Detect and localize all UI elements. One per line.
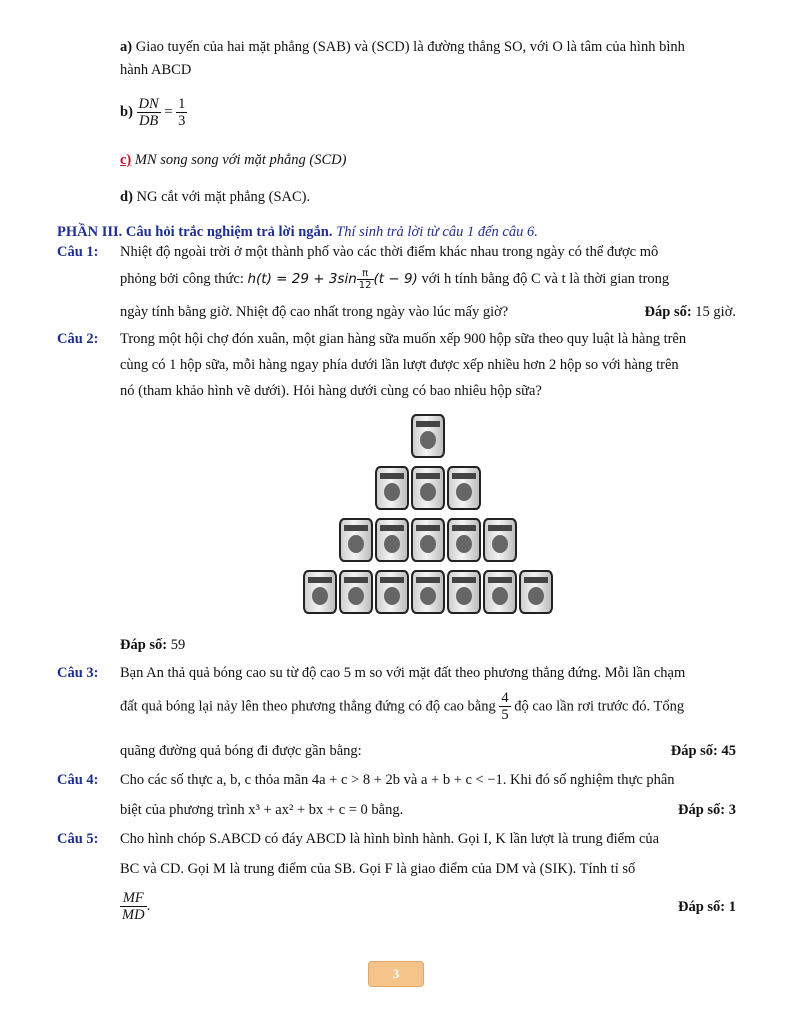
page-number: 3 xyxy=(368,961,424,987)
q1-formula: h(t) = 29 + 3sin $\frac{\pi}{12}$ (t − 9) xyxy=(247,267,418,291)
milk-can xyxy=(375,570,409,614)
item-d xyxy=(120,188,310,206)
q5-line2: BC và CD. Gọi M là trung điểm của SB. Gọi F là giao điểm của DM và (SIK). Tính tỉ số xyxy=(120,861,636,877)
q2-label: Câu 2: xyxy=(57,331,99,347)
q1-line3: ngày tính bằng giờ. Nhiệt độ cao nhất trong ngày vào lúc mấy giờ? xyxy=(120,304,509,320)
item-a-cont: hành ABCD xyxy=(120,62,192,78)
q2-line1: Trong một hội chợ đón xuân, một gian hàng sữa muốn xếp 900 hộp sữa theo quy luật là hàng trên xyxy=(120,331,687,347)
q3-line1: Bạn An thả quả bóng cao su từ độ cao 5 m so với mặt đất theo phương thẳng đứng. Mỗi lần chạm xyxy=(120,665,686,681)
milk-can-pyramid-figure xyxy=(284,410,572,626)
q5-fraction: $\frac{MF}{MD}$ . xyxy=(122,890,151,923)
q3-fraction: $\frac{4}{5}$ xyxy=(501,690,509,723)
part3-heading: PHẦN III. Câu hỏi trắc nghiệm trả lời ngắn. Thí sinh trả lời từ câu 1 đến câu 6. xyxy=(57,224,538,240)
item-c-label: c) xyxy=(120,152,132,168)
q4-answer: Đáp số: 3 xyxy=(677,802,736,818)
q1-line1: Nhiệt độ ngoài trời ở một thành phố vào các thời điểm khác nhau trong ngày có thể được mô xyxy=(120,244,659,260)
q5-label: Câu 5: xyxy=(57,831,99,847)
q5-answer: Đáp số: 1 xyxy=(677,899,736,915)
q4-label: Câu 4: xyxy=(57,772,99,788)
q1-label: Câu 1: xyxy=(57,244,99,260)
milk-can xyxy=(411,414,445,458)
milk-can xyxy=(483,570,517,614)
q3-label: Câu 3: xyxy=(57,665,99,681)
milk-can xyxy=(519,570,553,614)
item-a-label: a) xyxy=(120,39,133,55)
milk-can xyxy=(447,466,481,510)
item-b: b) $\frac{DN}{DB}$ = $\frac{1}{3}$ xyxy=(120,96,186,129)
item-a xyxy=(120,38,685,56)
item-d-text: NG cắt với mặt phẳng (SAC). xyxy=(136,189,311,205)
milk-can xyxy=(339,570,373,614)
q3-answer: Đáp số: 45 xyxy=(670,743,736,759)
q3-line3: quãng đường quả bóng đi được gần bằng: xyxy=(120,743,362,759)
milk-can xyxy=(411,466,445,510)
milk-can xyxy=(303,570,337,614)
milk-can xyxy=(375,518,409,562)
q1-answer: Đáp số: 15 giờ. xyxy=(644,304,736,320)
item-b-rhs: $\frac{1}{3}$ xyxy=(178,96,186,129)
part3-subheading: Thí sinh trả lời từ câu 1 đến câu 6. xyxy=(336,224,538,240)
item-c-text: MN song song với mặt phẳng (SCD) xyxy=(134,152,347,168)
item-a-text: Giao tuyến của hai mặt phẳng (SAB) và (SCD) là đường thẳng SO, với O là tâm của hình bình xyxy=(135,39,685,55)
item-b-lhs: $\frac{DN}{DB}$ xyxy=(138,96,159,129)
q2-line2: cùng có 1 hộp sữa, mỗi hàng ngay phía dưới lần lượt được xếp nhiều hơn 2 hộp so với hàng trên xyxy=(120,357,679,373)
milk-can xyxy=(411,518,445,562)
q4-line1: Cho các số thực a, b, c thỏa mãn 4a + c > 8 + 2b và a + b + c < −1. Khi đó số nghiệm thực phân xyxy=(120,772,675,788)
milk-can xyxy=(339,518,373,562)
milk-can xyxy=(375,466,409,510)
q2-line3: nó (tham khảo hình vẽ dưới). Hỏi hàng dưới cùng có bao nhiêu hộp sữa? xyxy=(120,383,542,399)
q2-answer: Đáp số: 59 xyxy=(120,637,186,653)
item-c xyxy=(120,151,346,169)
milk-can xyxy=(447,570,481,614)
milk-can xyxy=(411,570,445,614)
q3-line2: đất quả bóng lại nảy lên theo phương thẳng đứng có độ cao bằng $\frac{4}{5}$ độ cao lần rơi trước đó. Tổng xyxy=(120,690,685,723)
milk-can xyxy=(483,518,517,562)
q5-line1: Cho hình chóp S.ABCD có đáy ABCD là hình bình hành. Gọi I, K lần lượt là trung điểm của xyxy=(120,831,660,847)
item-b-label: b) xyxy=(120,104,133,120)
milk-can xyxy=(447,518,481,562)
q1-line2: phỏng bởi công thức: h(t) = 29 + 3sin $\frac{\pi}{12}$ (t − 9) với h tính bằng độ C và t là thời gian trong xyxy=(120,267,670,291)
q4-line2: biệt của phương trình x³ + ax² + bx + c = 0 bằng. xyxy=(120,802,404,818)
item-d-label: d) xyxy=(120,189,133,205)
